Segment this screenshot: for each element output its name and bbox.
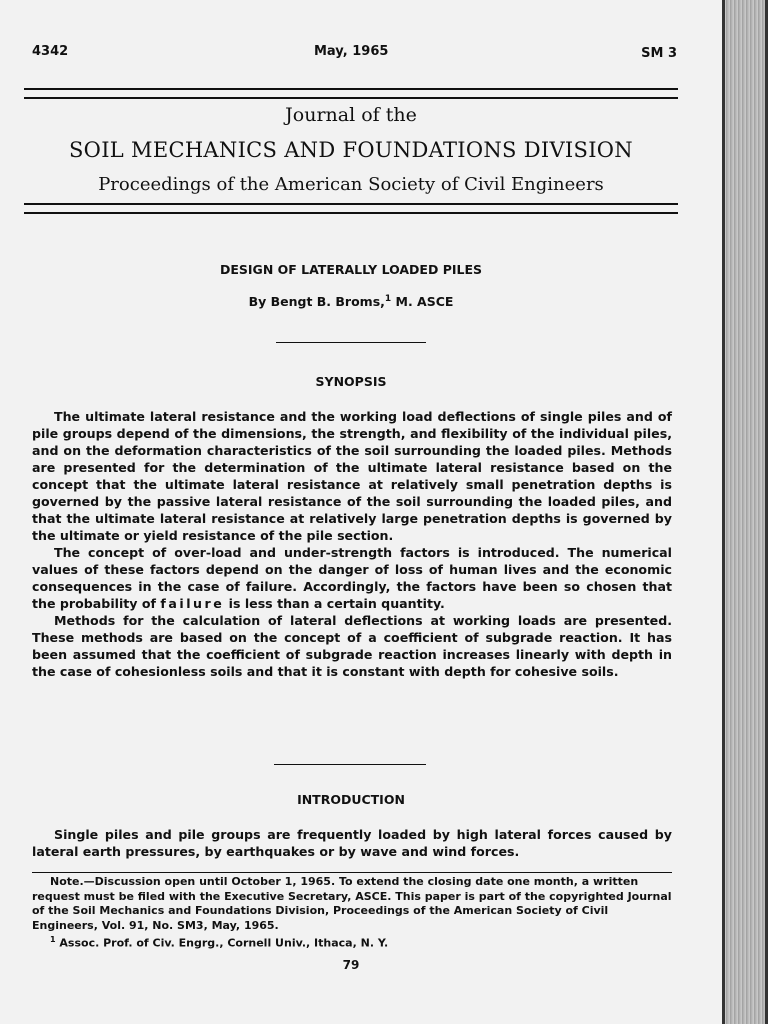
- introduction-body: [32, 826, 672, 860]
- issue-code: SM 3: [641, 46, 677, 61]
- author-name: By Bengt B. Broms,: [248, 294, 385, 310]
- masthead-proceedings: Proceedings of the American Society of Civil Engineers: [98, 174, 604, 195]
- running-header: [32, 44, 677, 62]
- synopsis-heading: SYNOPSIS: [315, 374, 387, 389]
- synopsis-paragraph-1: The ultimate lateral resistance and the working load deflections of single piles and of pile groups depend of the dimensions, the strength, and flexibility of the individual piles, and on the deformation characteristics of the soil surrounding the loaded piles. Methods are presented for the determination of the ultimate lateral resistance based on the concept that the ultimate lateral resistance at relatively small penetration depths is governed by the passive lateral resistance of the soil surrounding the loaded piles, and that the ultimate lateral resistance at relatively large penetration depths is governed by the ultimate or yield resistance of the pile section.: [32, 409, 672, 543]
- footnotes: [32, 872, 672, 951]
- article-author: [24, 294, 678, 309]
- page-number: 79: [342, 958, 360, 972]
- introduction-heading: INTRODUCTION: [297, 792, 405, 807]
- journal-number: 4342: [32, 44, 69, 59]
- footnote-mark: 1: [50, 935, 56, 944]
- issue-date: May, 1965: [314, 44, 389, 59]
- author-footnote: [32, 933, 672, 951]
- masthead-bottom-rule: [24, 203, 678, 214]
- masthead-top-rule: [24, 88, 678, 99]
- synopsis-paragraph-2: [32, 544, 672, 612]
- author-footnote-mark: 1: [384, 294, 392, 304]
- synopsis-paragraph-3: Methods for the calculation of lateral deflections at working loads are presented. These methods are based on the concept of a coefficient of subgrade reaction. It has been assumed that the coefficient of subgrade reaction increases linearly with depth in the case of cohesionless soils and that it is constant with depth for cohesive soils.: [32, 613, 672, 679]
- footnote-text: Assoc. Prof. of Civ. Engrg., Cornell Univ., Ithaca, N. Y.: [55, 936, 389, 950]
- article-title: DESIGN OF LATERALLY LOADED PILES: [219, 262, 483, 277]
- discussion-note: Note.—Discussion open until October 1, 1965. To extend the closing date one month, a written request must be filed with the Executive Secretary, ASCE. This paper is part of the copyrighted Journal of the Soil Mechanics and Foundations Division, Proceedings of the American Society of Civil Engineers, Vol. 91, No. SM3, May, 1965.: [32, 875, 672, 932]
- synopsis-p2-start: The concept of over-load and under-strength factors is introduced. The numerical values of these factors depend on the danger of loss of human lives and the economic consequences in the case of failure. Accordingly, the factors have been so chosen that the probability of: [32, 545, 672, 611]
- title-divider: [276, 342, 426, 343]
- synopsis-p2-emphasis: failure: [160, 596, 225, 611]
- synopsis-body: [32, 408, 672, 680]
- author-membership: M. ASCE: [391, 294, 454, 310]
- synopsis-divider: [274, 764, 426, 765]
- masthead-journal-of: Journal of the: [285, 104, 417, 126]
- synopsis-p2-end: is less than a certain quantity.: [224, 596, 445, 611]
- book-page-edges: [722, 0, 768, 1024]
- introduction-paragraph-1: Single piles and pile groups are frequently loaded by high lateral forces caused by lateral earth pressures, by earthquakes or by wave and wind forces.: [32, 827, 672, 859]
- masthead-division: SOIL MECHANICS AND FOUNDATIONS DIVISION: [69, 138, 633, 162]
